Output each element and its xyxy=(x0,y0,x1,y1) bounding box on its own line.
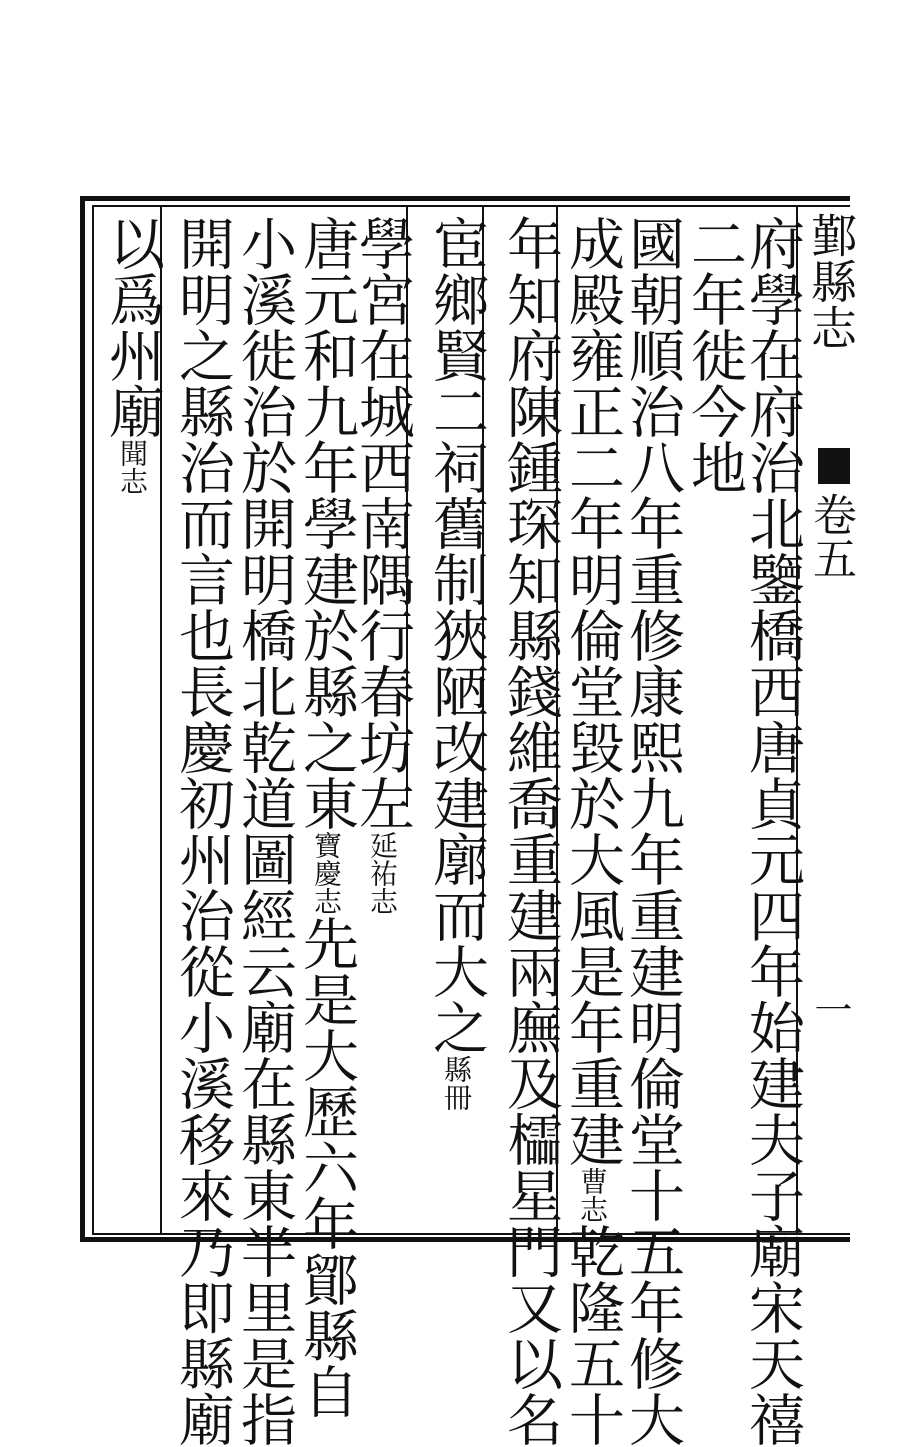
column-text: 小溪徙治於開明橋北乾道圖經云廟在縣東半里是指 xyxy=(232,215,297,1447)
annotation-note: 曹志 xyxy=(576,1167,609,1223)
annotation-note: 延祐志 xyxy=(366,831,399,915)
volume-label: 卷五 xyxy=(805,492,856,580)
column-text-tail: 先是大歷六年鄮縣自 xyxy=(294,915,359,1419)
text-column-8 xyxy=(294,215,359,1419)
text-column-6 xyxy=(424,215,489,1111)
column-text: 成殿雍正二年明倫堂毀於大風是年重建 xyxy=(560,215,625,1167)
text-column-4 xyxy=(560,215,625,1447)
book-title: 鄞縣志 xyxy=(804,212,858,350)
column-text: 開明之縣治而言也長慶初州治從小溪移來乃即縣廟 xyxy=(170,215,235,1447)
column-text: 學宮在城西南隅行春坊左 xyxy=(350,215,415,831)
fishtail-mark xyxy=(818,448,850,484)
column-text: 唐元和九年學建於縣之東 xyxy=(294,215,359,831)
text-column-2 xyxy=(682,215,747,495)
annotation-note: 縣冊 xyxy=(440,1055,473,1111)
text-column-7 xyxy=(350,215,415,915)
column-text: 宦鄉賢二祠舊制狹陋改建廓而大之 xyxy=(424,215,489,1055)
text-column-3 xyxy=(620,215,685,1447)
annotation-note: 寶慶志 xyxy=(310,831,343,915)
column-text: 二年徙今地 xyxy=(682,215,747,495)
text-column-10 xyxy=(170,215,235,1447)
column-text-tail: 乾隆五十 xyxy=(560,1223,625,1447)
text-column-1 xyxy=(740,215,805,1447)
text-column-5 xyxy=(498,215,563,1447)
folio-number: 一 xyxy=(808,990,852,1028)
text-column-11 xyxy=(100,215,165,495)
column-text: 國朝順治八年重修康熙九年重建明倫堂十五年修大 xyxy=(620,215,685,1447)
column-text: 府學在府治北鑒橋西唐貞元四年始建夫子廟宋天禧 xyxy=(740,215,805,1447)
column-text: 以爲州廟 xyxy=(100,215,165,439)
annotation-note: 聞志 xyxy=(116,439,149,495)
column-text: 年知府陳鍾琛知縣錢維喬重建兩廡及櫺星門又以名 xyxy=(498,215,563,1447)
text-column-9 xyxy=(232,215,297,1447)
